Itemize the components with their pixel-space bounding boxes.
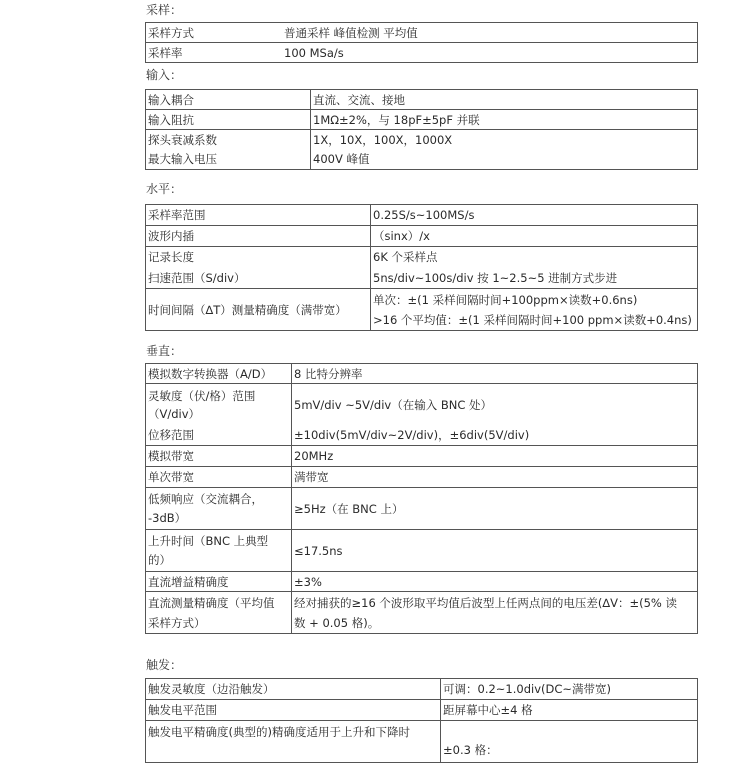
label-sample-rate-range: 采样率范围: [146, 205, 371, 226]
value-trigger-sensitivity: 可调：0.2~1.0div(DC~满带宽): [441, 679, 698, 700]
label-dc-measurement-accuracy-cont: 采样方式）: [148, 615, 206, 630]
label-single-shot-bandwidth: 单次带宽: [146, 467, 292, 488]
input-table: [145, 89, 698, 170]
value-sample-rate-range: 0.25S/s~100MS/s: [371, 205, 698, 226]
label-sweep-range: 扫速范围（S/div）: [146, 268, 371, 289]
sampling-table: [145, 22, 698, 63]
value-sensitivity-range: 5mV/div ~5V/div（在输入 BNC 处）: [292, 384, 698, 426]
label-time-interval-accuracy: 时间间隔（∆T）测量精确度（满带宽）: [146, 289, 371, 331]
value-adc: 8 比特分辨率: [292, 364, 698, 384]
label-trigger-level-range: 触发电平范围: [146, 700, 441, 721]
label-max-input-voltage: 最大输入电压: [146, 150, 311, 170]
value-probe-attenuation: 1X，10X，100X，1000X: [311, 130, 698, 150]
value-trigger-level-accuracy: ±0.3 格：: [441, 721, 698, 763]
value-sample-rate: 100 MSa/s: [282, 43, 698, 63]
section-title-input: 输入：: [146, 68, 183, 82]
label-input-impedance: 输入阻抗: [146, 110, 311, 130]
label-rise-time: 上升时间（BNC 上典型: [148, 533, 269, 548]
value-time-interval-single: 单次：±(1 采样间隔时间+100ppm×读数+0.6ns): [373, 292, 638, 307]
label-probe-attenuation: 探头衰减系数: [146, 130, 311, 150]
section-title-horizontal: 水平：: [146, 182, 183, 196]
value-dc-measurement-accuracy: 经对捕获的≥16 个波形取平均值后波型上任两点间的电压差(∆V：±(5% 读: [294, 595, 677, 610]
section-title-trigger: 触发：: [146, 658, 183, 672]
label-position-range: 位移范围: [146, 426, 292, 446]
value-low-freq-response: ≥5Hz（在 BNC 上）: [292, 488, 698, 530]
label-low-freq-response-cont: -3dB）: [148, 510, 187, 525]
value-sampling-mode: 普通采样 峰值检测 平均值: [282, 23, 698, 43]
value-record-length: 6K 个采样点: [371, 247, 698, 268]
label-dc-measurement-accuracy: 直流测量精确度（平均值: [148, 595, 275, 610]
value-rise-time: ≤17.5ns: [292, 530, 698, 572]
label-dc-gain-accuracy: 直流增益精确度: [146, 572, 292, 592]
trigger-table: [145, 678, 698, 763]
section-title-vertical: 垂直：: [146, 344, 183, 358]
value-input-impedance: 1MΩ±2%，与 18pF±5pF 并联: [311, 110, 698, 130]
value-single-shot-bandwidth: 满带宽: [292, 467, 698, 488]
value-input-coupling: 直流、交流、接地: [311, 90, 698, 110]
value-analog-bandwidth: 20MHz: [292, 446, 698, 467]
label-input-coupling: 输入耦合: [146, 90, 311, 110]
section-title-sampling: 采样：: [146, 3, 183, 17]
value-time-interval-avg: >16 个平均值：±(1 采样间隔时间+100 ppm×读数+0.4ns): [373, 312, 692, 327]
horizontal-table: [145, 204, 698, 331]
label-trigger-level-accuracy: 触发电平精确度(典型的)精确度适用于上升和下降时: [146, 721, 441, 763]
value-max-input-voltage: 400V 峰值: [311, 150, 698, 170]
value-sweep-range: 5ns/div~100s/div 按 1~2.5~5 进制方式步进: [371, 268, 698, 289]
value-dc-gain-accuracy: ±3%: [292, 572, 698, 592]
label-analog-bandwidth: 模拟带宽: [146, 446, 292, 467]
label-adc: 模拟数字转换器（A/D）: [146, 364, 292, 384]
value-dc-measurement-accuracy-cont: 数 + 0.05 格)。: [294, 615, 380, 630]
label-low-freq-response: 低频响应（交流耦合，: [148, 491, 263, 506]
label-trigger-sensitivity: 触发灵敏度（边沿触发）: [146, 679, 441, 700]
vertical-table: [145, 363, 698, 634]
label-sensitivity-range-unit: （V/div）: [148, 406, 201, 421]
label-rise-time-cont: 的）: [148, 552, 171, 567]
value-trigger-level-range: 距屏幕中心±4 格: [441, 700, 698, 721]
label-waveform-interpolation: 波形内插: [146, 226, 371, 247]
value-position-range: ±10div(5mV/div~2V/div)，±6div(5V/div): [292, 426, 698, 446]
label-sample-rate: 采样率: [146, 43, 283, 63]
label-sensitivity-range: 灵敏度（伏/格）范围: [148, 388, 256, 403]
value-waveform-interpolation: （sinx）/x: [371, 226, 698, 247]
label-sampling-mode: 采样方式: [146, 23, 283, 43]
label-record-length: 记录长度: [146, 247, 371, 268]
